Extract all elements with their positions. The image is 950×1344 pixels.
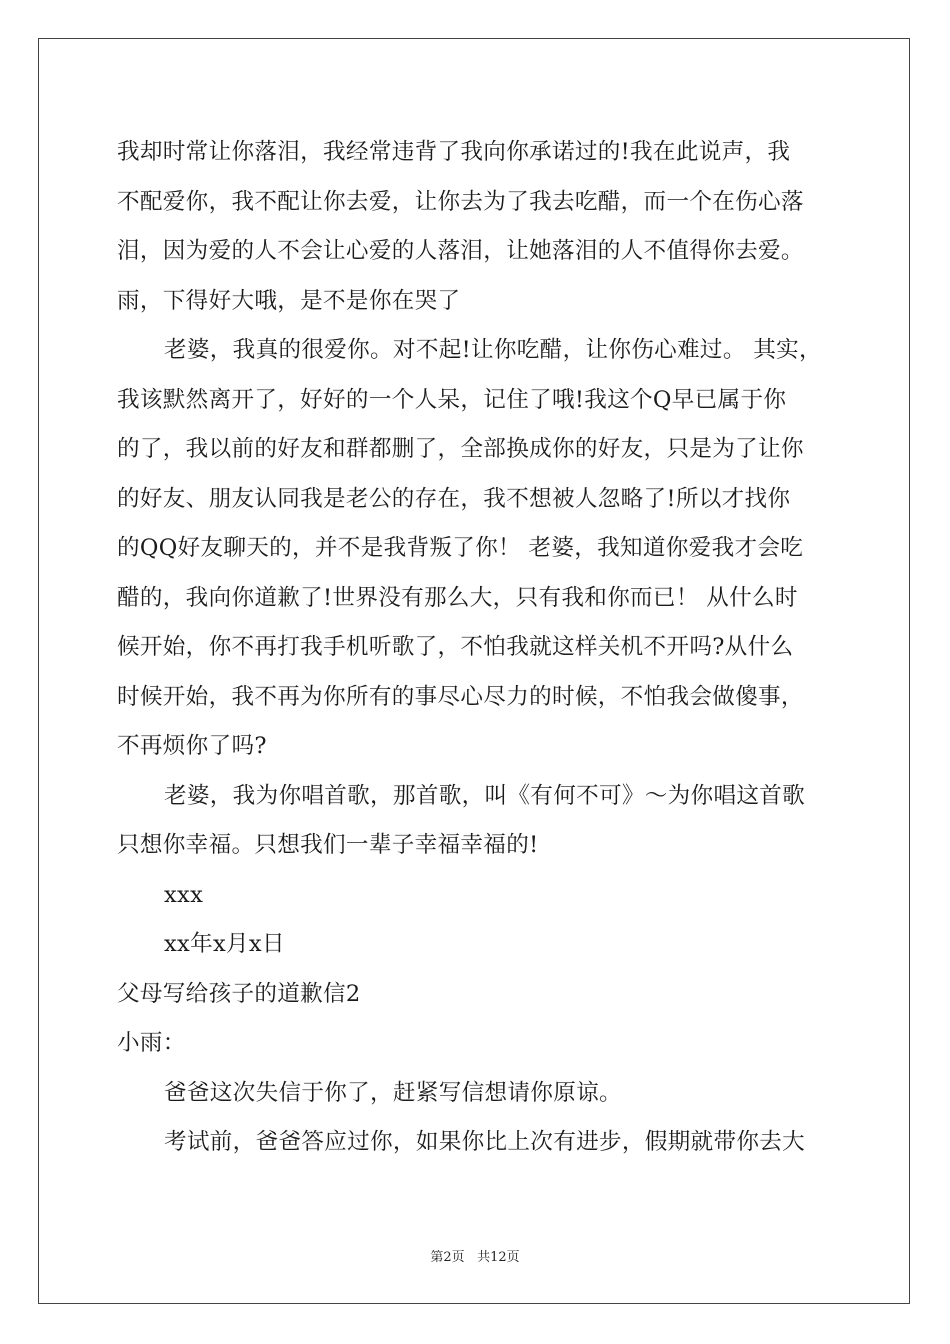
text-line: 我却时常让你落泪，我经常违背了我向你承诺过的!我在此说声，我	[117, 139, 791, 165]
document-body	[117, 128, 837, 1168]
signature-name: xxx	[164, 881, 204, 908]
text-line: 时候开始，我不再为你所有的事尽心尽力的时候，不怕我会做傻事，	[117, 683, 804, 710]
text-line: 不再烦你了吗?	[117, 733, 267, 759]
text-line: 只想你幸福。只想我们一辈子幸福幸福的!	[117, 832, 539, 858]
salutation: 小雨：	[117, 1030, 186, 1056]
text-line: 泪，因为爱的人不会让心爱的人落泪，让她落泪的人不值得你去爱。	[117, 238, 804, 264]
text-line: 我该默然离开了，好好的一个人呆，记住了哦!我这个Q早已属于你	[117, 386, 787, 413]
text-line: 老婆，我真的很爱你。对不起!让你吃醋，让你伤心难过。 其实，	[164, 337, 822, 363]
text-line: 的了，我以前的好友和群都删了，全部换成你的好友，只是为了让你	[117, 436, 804, 462]
text-line: 考试前，爸爸答应过你，如果你比上次有进步，假期就带你去大	[164, 1129, 806, 1155]
text-line: 候开始，你不再打我手机听歌了，不怕我就这样关机不开吗?从什么	[117, 634, 794, 660]
text-line: 爸爸这次失信于你了，赶紧写信想请你原谅。	[164, 1079, 622, 1106]
text-line: 的好友、朋友认同我是老公的存在，我不想被人忽略了!所以才找你	[117, 485, 791, 512]
text-line: 雨，下得好大哦，是不是你在哭了	[117, 287, 461, 314]
page-footer	[0, 1246, 950, 1265]
text-line: 的QQ好友聊天的，并不是我背叛了你！ 老婆，我知道你爱我才会吃	[117, 535, 804, 561]
text-line: 老婆，我为你唱首歌，那首歌，叫《有何不可》～为你唱这首歌	[164, 782, 806, 809]
page-total: 共12页	[477, 1250, 520, 1265]
text-line: 不配爱你，我不配让你去爱，让你去为了我去吃醋，而一个在伤心落	[117, 188, 804, 215]
text-line: 醋的，我向你道歉了!世界没有那么大，只有我和你而已！ 从什么时	[117, 584, 798, 611]
page-number: 第2页	[430, 1250, 465, 1265]
section-title: 父母写给孩子的道歉信2	[117, 980, 361, 1007]
signature-date: xx年x月x日	[164, 931, 285, 957]
